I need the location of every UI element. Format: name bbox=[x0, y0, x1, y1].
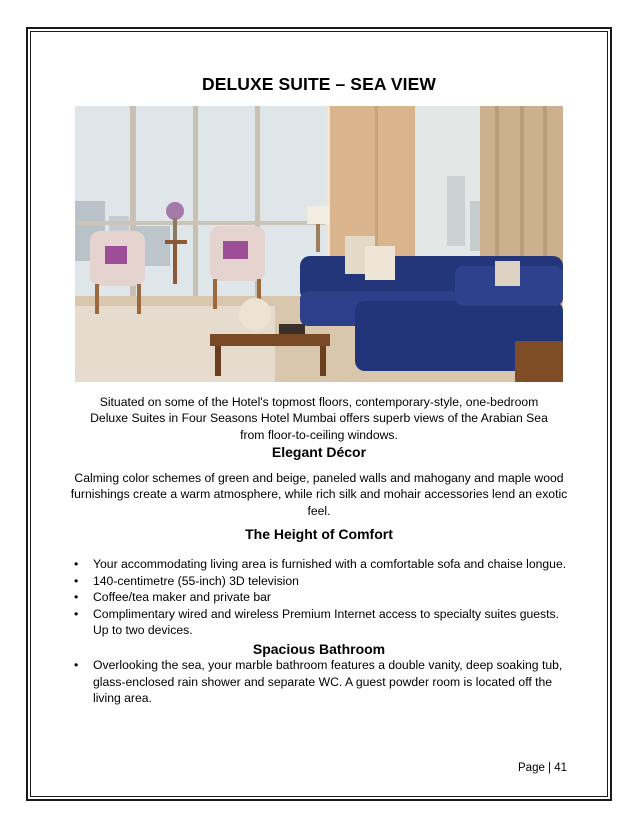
bullet-icon: • bbox=[74, 606, 79, 621]
section-heading-spacious-bathroom: Spacious Bathroom bbox=[252, 641, 386, 657]
section-heading-elegant-decor: Elegant Décor bbox=[271, 444, 367, 460]
elegant-decor-paragraph: Calming color schemes of green and beige, paneled walls and mahogany and maple wood furnishings create a warm atmosphere, while rich silk and mohair accessories lend an exotic feel. bbox=[70, 471, 568, 518]
list-item-text: Overlooking the sea, your marble bathroom features a double vanity, deep soaking tub, glass-enclosed rain shower and separate WC. A guest powder room is located off the living area. bbox=[93, 658, 563, 705]
list-item-text: 140-centimetre (55-inch) 3D television bbox=[93, 573, 299, 588]
list-item bbox=[73, 556, 573, 573]
page-number: Page | 41 bbox=[518, 762, 568, 774]
section-heading-height-of-comfort: The Height of Comfort bbox=[245, 526, 393, 542]
list-item bbox=[73, 573, 573, 590]
comfort-list bbox=[73, 556, 573, 639]
list-item bbox=[73, 589, 573, 606]
list-item-text: Your accommodating living area is furnished with a comfortable sofa and chaise longue. bbox=[93, 557, 567, 571]
list-item-text: Complimentary wired and wireless Premium Internet access to specialty suites guests. Up to two devices. bbox=[93, 606, 560, 637]
list-item-text: Coffee/tea maker and private bar bbox=[93, 590, 271, 604]
bullet-icon: • bbox=[74, 573, 79, 588]
page-title: DELUXE SUITE – SEA VIEW bbox=[201, 74, 437, 94]
bullet-icon: • bbox=[74, 590, 79, 604]
bathroom-list bbox=[73, 657, 573, 707]
list-item bbox=[73, 606, 573, 639]
bullet-icon: • bbox=[74, 557, 79, 571]
list-item bbox=[73, 657, 573, 707]
suite-photo bbox=[75, 106, 563, 382]
bullet-icon: • bbox=[74, 658, 79, 672]
intro-paragraph: Situated on some of the Hotel's topmost floors, contemporary-style, one-bedroom Deluxe Suites in Four Seasons Hotel Mumbai offers superb views of the Arabian Sea from floor-to-ceiling windows. bbox=[90, 395, 548, 442]
